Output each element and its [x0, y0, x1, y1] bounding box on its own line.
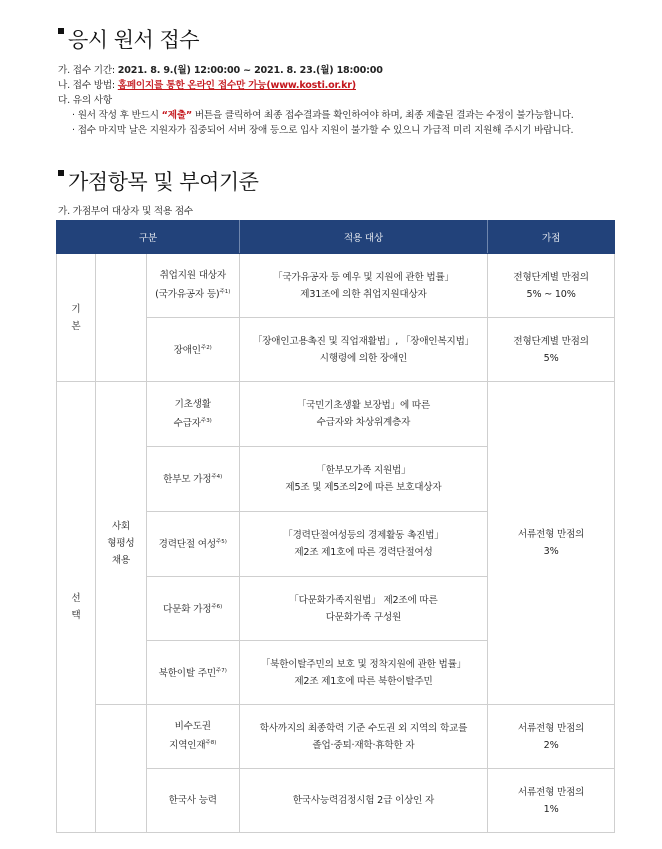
category-other-sub — [95, 705, 146, 833]
section-title-application: 응시 원서 접수 — [58, 24, 199, 54]
table-row — [57, 254, 615, 318]
item-target: 「국가유공자 등 예우 및 지원에 관한 법률」 제31조에 의한 취업지원대상자 — [239, 254, 488, 318]
item-name: 한국사 능력 — [146, 769, 239, 833]
item-target: 「경력단절여성등의 경제활동 촉진법」 제2조 제1호에 따른 경력단절여성 — [239, 512, 488, 577]
notes-label: 다. 유의 사항 — [58, 95, 112, 106]
category-basic-sub — [95, 254, 146, 382]
item-name: 취업지원 대상자 (국가유공자 등)$^{주1)}$ — [146, 254, 239, 318]
item-target: 「다문화가족지원법」 제2조에 따른 다문화가족 구성원 — [239, 577, 488, 641]
bullet-square-icon — [58, 170, 64, 176]
bonus-points-table — [56, 220, 615, 833]
table-row — [57, 705, 615, 769]
header-category: 구분 — [57, 221, 240, 254]
note-deadline-warning: · 접수 마지막 날은 지원자가 집중되어 서버 장애 등으로 입사 지원이 불가할 수 있으니 가급적 미리 지원해 주시기 바랍니다. — [72, 125, 574, 136]
category-social-equity: 사회 형평성 채용 — [95, 382, 146, 705]
item-target: 「북한이탈주민의 보호 및 정착지원에 관한 법률」 제2조 제1호에 따른 북한이탈주민 — [239, 641, 488, 705]
item-points: 서류전형 만점의 2% — [488, 705, 615, 769]
header-target: 적용 대상 — [239, 221, 488, 254]
item-name: 한부모 가정$^{주4)}$ — [146, 447, 239, 512]
table-header-row — [57, 221, 615, 254]
item-name: 다문화 가정$^{주6)}$ — [146, 577, 239, 641]
item-target: 「국민기초생활 보장법」에 따른 수급자와 차상위계층자 — [239, 382, 488, 447]
category-select: 선 택 — [57, 382, 96, 833]
item-name: 경력단절 여성$^{주5)}$ — [146, 512, 239, 577]
bonus-subtitle: 가. 가점부여 대상자 및 적용 점수 — [58, 206, 193, 217]
header-points: 가점 — [488, 221, 615, 254]
table-row — [57, 382, 615, 447]
item-target: 학사까지의 최종학력 기준 수도권 외 지역의 학교를 졸업·중퇴·재학·휴학한 자 — [239, 705, 488, 769]
item-points: 서류전형 만점의 1% — [488, 769, 615, 833]
item-name: 장애인$^{주2)}$ — [146, 318, 239, 382]
item-points: 전형단계별 만점의 5% ~ 10% — [488, 254, 615, 318]
item-target: 「장애인고용촉진 및 직업재활법」, 「장애인복지법」 시행령에 의한 장애인 — [239, 318, 488, 382]
item-target: 「한부모가족 지원법」 제5조 및 제5조의2에 따른 보호대상자 — [239, 447, 488, 512]
item-points: 전형단계별 만점의 5% — [488, 318, 615, 382]
section-title-bonus-points: 가점항목 및 부여기준 — [58, 166, 258, 196]
item-points: 서류전형 만점의 3% — [488, 382, 615, 705]
item-name: 기초생활 수급자$^{주3)}$ — [146, 382, 239, 447]
item-name: 비수도권 지역인재$^{주8)}$ — [146, 705, 239, 769]
method-line: 나. 접수 방법: 홈페이지를 통한 온라인 접수만 가능(www.kosti.or.kr) — [58, 80, 356, 91]
category-basic: 기 본 — [57, 254, 96, 382]
homepage-link[interactable]: 홈페이지를 통한 온라인 접수만 가능(www.kosti.or.kr) — [117, 80, 356, 91]
bullet-square-icon — [58, 28, 64, 34]
period-line: 가. 접수 기간: 2021. 8. 9.(월) 12:00:00 ~ 2021. 8. 23.(월) 18:00:00 — [58, 65, 383, 76]
item-target: 한국사능력검정시험 2급 이상인 자 — [239, 769, 488, 833]
note-submit: · 원서 작성 후 반드시 “제출” 버튼을 클릭하여 최종 접수결과를 확인하여야 하며, 최종 제출된 결과는 수정이 불가능합니다. — [72, 110, 574, 121]
item-name: 북한이탈 주민$^{주7)}$ — [146, 641, 239, 705]
